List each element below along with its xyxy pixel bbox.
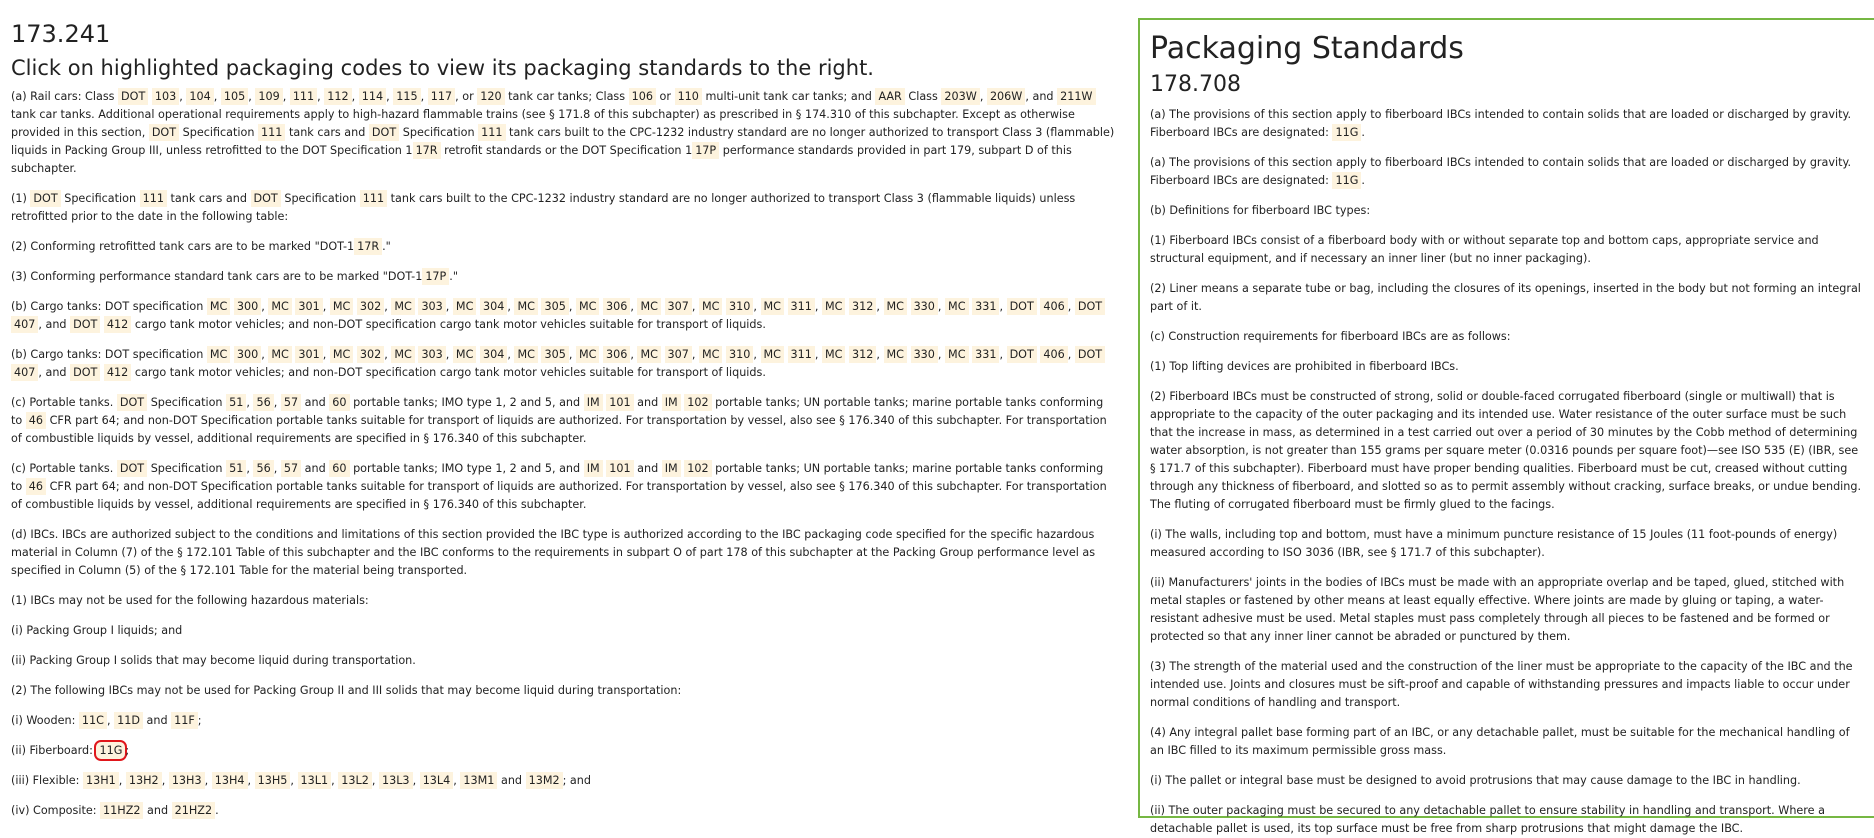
packaging-code-link[interactable]: 331 [972, 346, 999, 363]
paragraph-text: (3) Conforming performance standard tank cars are to be marked "DOT-1 [11, 270, 423, 283]
paragraph [1150, 280, 1864, 316]
paragraph-text: (2) Conforming retrofitted tank cars are to be marked "DOT-1 [11, 240, 355, 253]
packaging-code-link[interactable]: MC [945, 298, 968, 315]
packaging-code-link[interactable]: 307 [665, 298, 692, 315]
paragraph [1150, 724, 1864, 760]
paragraph-text: ." [449, 270, 458, 283]
paragraph [11, 526, 1117, 580]
packaging-code-link[interactable]: MC [576, 346, 599, 363]
paragraph-text: , [1067, 348, 1075, 361]
paragraph [1150, 388, 1864, 514]
paragraph-text: (c) Portable tanks. [11, 396, 117, 409]
paragraph-text: , [179, 90, 187, 103]
packaging-code-link[interactable]: DOT [1007, 346, 1037, 363]
paragraph-text: , [753, 348, 761, 361]
paragraph-text: , [876, 348, 884, 361]
paragraph-text: tank cars built to the CPC-1232 industry standard are no longer authorized to transport Class 3 (flammable liquids) unless retrofitted prior to the date in the following table: [11, 192, 1076, 223]
packaging-code-link[interactable]: 102 [684, 394, 711, 411]
paragraph-text: and [633, 396, 662, 409]
paragraph-text: portable tanks; UN portable tanks; marine portable tanks conforming to [11, 462, 1104, 493]
packaging-code-link[interactable]: 11F [171, 712, 198, 729]
paragraph [11, 268, 1117, 286]
packaging-code-link[interactable]: MC [699, 346, 722, 363]
paragraph-text: , [691, 300, 699, 313]
paragraph [11, 622, 1117, 640]
paragraph [1150, 358, 1864, 376]
paragraph-text: (2) Liner means a separate tube or bag, including the closures of its openings, inserted in the body but not forming an integral part of it. [1150, 282, 1861, 313]
packaging-code-link[interactable]: 13H4 [212, 772, 248, 789]
packaging-code-link[interactable]: DOT [70, 316, 100, 333]
packaging-code-link[interactable]: 306 [603, 298, 630, 315]
paragraph-text: , [753, 300, 761, 313]
packaging-code-link[interactable]: 51 [226, 460, 246, 477]
paragraph [11, 394, 1117, 448]
paragraph-text: . [1361, 174, 1365, 187]
paragraph-text: (b) Cargo tanks: DOT specification [11, 348, 207, 361]
packaging-code-link[interactable]: 56 [253, 394, 273, 411]
packaging-code-link[interactable]: 101 [606, 394, 633, 411]
paragraph-text: , [412, 774, 420, 787]
paragraph-text: (a) The provisions of this section apply to fiberboard IBCs intended to contain solids that are loaded or discharged by gravity. Fiberboard IBCs are designated: [1150, 108, 1852, 139]
packaging-code-link[interactable]: 56 [253, 460, 273, 477]
packaging-code-link[interactable]: DOT [1007, 298, 1037, 315]
paragraph-text: , [273, 396, 281, 409]
paragraph-text: , [106, 714, 115, 727]
packaging-code-link[interactable]: 301 [295, 346, 322, 363]
paragraph-text: , [161, 774, 169, 787]
paragraph [1150, 772, 1864, 790]
packaging-code-link[interactable]: 21HZ2 [172, 802, 215, 819]
packaging-code-link[interactable]: 13L4 [420, 772, 454, 789]
paragraph-text: and [633, 462, 662, 475]
standard-body [1150, 106, 1864, 838]
packaging-code-link[interactable]: 330 [911, 298, 938, 315]
packaging-code-link[interactable]: 17P [422, 268, 449, 285]
packaging-code-link[interactable]: 13L1 [298, 772, 332, 789]
paragraph-text: , [248, 90, 256, 103]
paragraph-text: CFR part 64; and non-DOT Specification portable tanks suitable for transport of liquids are authorized. For transportation by vessel, also see § 176.340 of this subchapter. For transportation of combustible liquids by vessel, additional requirements are specified in § 176.340 of this subchapter. [11, 480, 1107, 511]
packaging-code-link[interactable]: IM [662, 394, 681, 411]
packaging-code-link[interactable]: DOT [30, 190, 60, 207]
paragraph-text: , [691, 348, 699, 361]
paragraph-text: , [213, 90, 221, 103]
paragraph-text: portable tanks; IMO type 1, 2 and 5, and [349, 396, 584, 409]
packaging-code-link[interactable]: 111 [360, 190, 387, 207]
packaging-code-link[interactable]: IM [584, 460, 603, 477]
paragraph-text: , [246, 462, 254, 475]
packaging-code-link[interactable]: 206W [987, 88, 1025, 105]
paragraph-text: (a) The provisions of this section apply to fiberboard IBCs intended to contain solids that are loaded or discharged by gravity. Fiberboard IBCs are designated: [1150, 156, 1852, 187]
paragraph-text: retrofit standards or the DOT Specification 1 [440, 144, 693, 157]
packaging-code-link[interactable]: 104 [186, 88, 213, 105]
paragraph-text: portable tanks; UN portable tanks; marine portable tanks conforming to [11, 396, 1104, 427]
paragraph-text: , [118, 774, 126, 787]
packaging-code-link[interactable]: DOT [1075, 346, 1105, 363]
packaging-code-link[interactable]: MC [453, 298, 476, 315]
packaging-code-link[interactable]: 13M1 [460, 772, 497, 789]
paragraph-text: , [937, 300, 946, 313]
packaging-code-link[interactable]: 13H5 [255, 772, 291, 789]
packaging-code-link[interactable]: MC [822, 298, 845, 315]
paragraph-text: (1) IBCs may not be used for the following hazardous materials: [11, 594, 369, 607]
paragraph-text: (b) Cargo tanks: DOT specification [11, 300, 207, 313]
paragraph-text: , [445, 300, 453, 313]
packaging-code-link[interactable]: 300 [234, 346, 261, 363]
paragraph [11, 652, 1117, 670]
paragraph-text: cargo tank motor vehicles; and non-DOT specification cargo tank motor vehicles suitable for transport of liquids. [131, 318, 766, 331]
packaging-code-link[interactable]: 11G [1332, 124, 1361, 141]
paragraph [11, 346, 1117, 382]
packaging-code-link[interactable]: 110 [675, 88, 702, 105]
paragraph-text: (i) The walls, including top and bottom, must have a minimum puncture resistance of 15 Joules (11 foot-pounds of energy) measured according to ISO 3036 (IBR, see § 171.7 of this subchapter). [1150, 528, 1838, 559]
packaging-code-link[interactable]: DOT [369, 124, 399, 141]
paragraph-text: Specification [147, 462, 227, 475]
paragraph-text: , [876, 300, 884, 313]
packaging-code-link[interactable]: MC [514, 298, 537, 315]
standard-section-number: 178.708 [1150, 72, 1241, 97]
paragraph-text: , [630, 300, 638, 313]
packaging-code-link[interactable]: DOT [117, 460, 147, 477]
packaging-code-link[interactable]: 120 [477, 88, 504, 105]
paragraph-text: . [1361, 126, 1365, 139]
paragraph-text: cargo tank motor vehicles; and non-DOT specification cargo tank motor vehicles suitable for transport of liquids. [131, 366, 766, 379]
packaging-code-link[interactable]: 330 [911, 346, 938, 363]
paragraph-text: performance standards provided in part 179, subpart D of this subchapter. [11, 144, 1072, 175]
packaging-code-link[interactable]: 304 [480, 346, 507, 363]
packaging-code-link[interactable]: MC [391, 298, 414, 315]
paragraph-text: tank car tanks; Class [504, 90, 629, 103]
panel-title: Packaging Standards [1150, 31, 1464, 66]
paragraph-text: and [497, 774, 526, 787]
paragraph-text: (ii) Fiberboard: [11, 744, 97, 757]
paragraph-text: , [1067, 300, 1075, 313]
paragraph-text: (1) Top lifting devices are prohibited in fiberboard IBCs. [1150, 360, 1459, 373]
packaging-code-link[interactable]: MC [884, 346, 907, 363]
packaging-code-link[interactable]: MC [207, 346, 230, 363]
packaging-code-link[interactable]: MC [453, 346, 476, 363]
packaging-code-link[interactable]: 13H3 [169, 772, 205, 789]
packaging-code-link[interactable]: 203W [941, 88, 979, 105]
packaging-code-link[interactable]: 305 [541, 346, 568, 363]
packaging-code-link[interactable]: AAR [875, 88, 904, 105]
paragraph-text: , [568, 300, 576, 313]
paragraph-text: (c) Construction requirements for fiberboard IBCs are as follows: [1150, 330, 1511, 343]
packaging-code-link[interactable]: 11C [79, 712, 107, 729]
paragraph-text: tank car tanks. Additional operational requirements apply to high-hazard flammable trains (see § 171.8 of this subchapter) as prescribed in § 174.310 of this subchapter. Except as otherwise provided in this section, [11, 108, 1075, 139]
packaging-code-link[interactable]: 112 [324, 88, 351, 105]
paragraph-text: , [261, 348, 269, 361]
paragraph-text: or [656, 90, 675, 103]
paragraph-text: , [568, 348, 576, 361]
paragraph-text: , [445, 348, 453, 361]
paragraph-text: and [142, 714, 172, 727]
paragraph-text: (3) The strength of the material used and the construction of the liner must be appropriate to the capacity of the IBC and the intended use. Joints and closures must be sift-proof and capable of withstanding pressures and impacts liable to occur under normal conditions of handling and transport. [1150, 660, 1853, 709]
packaging-code-link[interactable]: 46 [26, 412, 46, 429]
packaging-code-link[interactable]: 11G [1332, 172, 1361, 189]
paragraph-text: (ii) The outer packaging must be secured to any detachable pallet to ensure stability in handling and transport. Where a detachable pallet is used, its top surface must be free from sharp protrusions that might damage the IBC. [1150, 804, 1825, 835]
paragraph-text: (iii) Flexible: [11, 774, 83, 787]
paragraph-text: (ii) Packing Group I solids that may become liquid during transportation. [11, 654, 416, 667]
packaging-code-link[interactable]: 102 [684, 460, 711, 477]
packaging-code-link[interactable]: 60 [329, 394, 349, 411]
paragraph [11, 802, 1117, 820]
packaging-code-link[interactable]: MC [761, 298, 784, 315]
packaging-code-link[interactable]: 51 [226, 394, 246, 411]
packaging-code-link[interactable]: 301 [295, 298, 322, 315]
packaging-code-link[interactable]: 310 [726, 298, 753, 315]
paragraph [1150, 232, 1864, 268]
paragraph-text: tank cars and [285, 126, 369, 139]
packaging-code-link[interactable]: MC [884, 298, 907, 315]
packaging-code-link[interactable]: MC [637, 298, 660, 315]
paragraph-text: Specification [60, 192, 140, 205]
packaging-code-link[interactable]: 11HZ2 [100, 802, 143, 819]
paragraph-text: and [143, 804, 172, 817]
paragraph-text: and [301, 396, 330, 409]
paragraph [1150, 802, 1864, 838]
packaging-code-link[interactable]: DOT [118, 88, 148, 105]
packaging-code-link[interactable]: MC [330, 298, 353, 315]
paragraph-text: (i) The pallet or integral base must be designed to avoid protrusions that may cause damage to the IBC in handling. [1150, 774, 1801, 787]
packaging-code-link[interactable]: DOT [1075, 298, 1105, 315]
packaging-code-link[interactable]: MC [761, 346, 784, 363]
paragraph-text: , [351, 90, 359, 103]
packaging-code-link[interactable]: 303 [418, 346, 445, 363]
paragraph-text: (a) Rail cars: Class [11, 90, 119, 103]
instructions: Click on highlighted packaging codes to view its packaging standards to the right. [11, 56, 874, 80]
paragraph-text: , [322, 300, 330, 313]
paragraph-text: , [371, 774, 379, 787]
packaging-code-link[interactable]: 302 [357, 298, 384, 315]
paragraph-text: , [999, 348, 1007, 361]
packaging-code-link[interactable]: 310 [726, 346, 753, 363]
paragraph [11, 298, 1117, 334]
packaging-code-link[interactable]: 60 [329, 460, 349, 477]
paragraph [11, 460, 1117, 514]
packaging-code-link[interactable]: 13H2 [126, 772, 162, 789]
paragraph-text: , [282, 90, 290, 103]
paragraph-text: CFR part 64; and non-DOT Specification portable tanks suitable for transport of liquids are authorized. For transportation by vessel, also see § 176.340 of this subchapter. For transportation of combustible liquids by vessel, additional requirements are specified in § 176.340 of this subchapter. [11, 414, 1107, 445]
paragraph [11, 88, 1117, 178]
packaging-code-link[interactable]: MC [822, 346, 845, 363]
packaging-code-link[interactable]: 13L3 [379, 772, 413, 789]
packaging-code-link[interactable]: MC [576, 298, 599, 315]
packaging-code-link[interactable]: 312 [849, 346, 876, 363]
paragraph-text: Specification [399, 126, 479, 139]
paragraph-text: , [937, 348, 946, 361]
paragraph-text: (1) Fiberboard IBCs consist of a fiberboard body with or without separate top and bottom caps, appropriate service and structural equipment, and if necessary an inner liner (but no inner packaging). [1150, 234, 1819, 265]
packaging-code-link[interactable]: MC [268, 298, 291, 315]
packaging-code-link[interactable]: DOT [251, 190, 281, 207]
packaging-code-link[interactable]: DOT [149, 124, 179, 141]
packaging-code-link[interactable]: 17R [354, 238, 382, 255]
paragraph-text: , [331, 774, 339, 787]
packaging-code-link[interactable]: 406 [1040, 298, 1067, 315]
packaging-code-link[interactable]: 114 [359, 88, 386, 105]
paragraph-text: multi-unit tank car tanks; and [701, 90, 876, 103]
packaging-code-link[interactable]: 106 [629, 88, 656, 105]
paragraph-text: (i) Packing Group I liquids; and [11, 624, 183, 637]
paragraph-text: , [322, 348, 330, 361]
paragraph-text: ; [125, 744, 130, 757]
packaging-code-link[interactable]: 412 [104, 316, 131, 333]
packaging-code-link[interactable]: IM [662, 460, 681, 477]
paragraph-text: (d) IBCs. IBCs are authorized subject to the conditions and limitations of this section provided the IBC type is authorized according to the IBC packaging code specified for the specific hazardous material in Column (7) of the § 172.101 Table of this subchapter and the IBC conforms to the requirements in subpart O of part 178 of this subchapter at the Packing Group performance level as specified in Column (5) of the § 172.101 Table for the material being transported. [11, 528, 1096, 577]
paragraph [11, 742, 1117, 760]
packaging-code-link[interactable]: 305 [541, 298, 568, 315]
packaging-code-link[interactable]: MC [268, 346, 291, 363]
packaging-code-link[interactable]: MC [514, 346, 537, 363]
paragraph [11, 190, 1117, 226]
packaging-code-link[interactable]: DOT [117, 394, 147, 411]
packaging-code-link[interactable]: 117 [428, 88, 455, 105]
packaging-code-link[interactable]: 17P [692, 142, 719, 159]
paragraph-text: , [204, 774, 212, 787]
paragraph-text: Specification [147, 396, 227, 409]
paragraph-text: ; [197, 714, 202, 727]
packaging-code-link[interactable]: 211W [1057, 88, 1095, 105]
packaging-code-link[interactable]: 302 [357, 346, 384, 363]
paragraph-text: , [999, 300, 1007, 313]
packaging-code-link[interactable]: 13M2 [526, 772, 563, 789]
paragraph-text: (4) Any integral pallet base forming part of an IBC, or any detachable pallet, must be suitable for the mechanical handling of an IBC filled to its maximum permissible gross mass. [1150, 726, 1850, 757]
paragraph-text: , [384, 348, 392, 361]
packaging-code-link[interactable]: 111 [290, 88, 317, 105]
paragraph-text: Specification [280, 192, 360, 205]
paragraph-text: , [384, 300, 392, 313]
packaging-code-link[interactable]: 306 [603, 346, 630, 363]
packaging-code-link[interactable]: 407 [11, 364, 38, 381]
paragraph-text: (2) The following IBCs may not be used for Packing Group II and III solids that may become liquid during transportation: [11, 684, 682, 697]
paragraph-text: , [386, 90, 394, 103]
paragraph-text: portable tanks; IMO type 1, 2 and 5, and [349, 462, 584, 475]
section-number: 173.241 [11, 20, 111, 48]
packaging-code-link[interactable]: 103 [152, 88, 179, 105]
paragraph-text: , [507, 348, 515, 361]
paragraph-text: (ii) Manufacturers' joints in the bodies of IBCs must be made with an appropriate overlap and be taped, glued, stitched with metal staples or fastened by other means at least equally effective. Where joints are made by gluing or taping, a water-resistant adhesive must be used. Metal staples must pass completely through all pieces to be fastened and be formed or protected so that any inner liner cannot be abraded or punctured by them. [1150, 576, 1845, 643]
packaging-code-link[interactable]: 307 [665, 346, 692, 363]
packaging-code-link[interactable]: 311 [788, 346, 815, 363]
packaging-code-link[interactable]: DOT [70, 364, 100, 381]
paragraph-text: , and [38, 318, 71, 331]
paragraph [11, 592, 1117, 610]
packaging-code-link[interactable]: 407 [11, 316, 38, 333]
paragraph-text: , and [38, 366, 71, 379]
paragraph-text: ." [382, 240, 391, 253]
packaging-code-link[interactable]: 312 [849, 298, 876, 315]
paragraph-text: , [420, 90, 428, 103]
packaging-code-link[interactable]: 13H1 [83, 772, 119, 789]
paragraph-text: tank cars and [166, 192, 251, 205]
paragraph [11, 772, 1117, 790]
paragraph-text: , and [1025, 90, 1058, 103]
paragraph [1150, 202, 1864, 220]
paragraph-text: , [246, 396, 254, 409]
packaging-code-link[interactable]: MC [699, 298, 722, 315]
paragraph [1150, 154, 1864, 190]
paragraph-text: , [979, 90, 987, 103]
paragraph-text: , [247, 774, 255, 787]
paragraph [11, 238, 1117, 256]
packaging-code-link[interactable]: 111 [140, 190, 167, 207]
paragraph-text: , [273, 462, 281, 475]
packaging-code-link[interactable]: 115 [393, 88, 420, 105]
paragraph-text: ; and [562, 774, 591, 787]
paragraph-text: , [814, 348, 823, 361]
paragraph-text: (c) Portable tanks. [11, 462, 117, 475]
paragraph [1150, 658, 1864, 712]
paragraph-text: , [507, 300, 515, 313]
paragraph [11, 682, 1117, 700]
paragraph-text: (b) Definitions for fiberboard IBC types: [1150, 204, 1371, 217]
paragraph-text: (2) Fiberboard IBCs must be constructed of strong, solid or double-faced corrugated fiberboard (single or multiwall) that is appropriate to the capacity of the outer packaging and its intended use. Water resistance of the outer surface must be such that the increase in mass, as determined in a test carried out over a period of 30 minutes by the Cobb method of determining water absorption, is not greater than 155 grams per square meter (0.0316 pounds per square foot)—see ISO 535 (E) (IBR, see § 171.7 of this subchapter). Fiberboard must have proper bending qualities. Fiberboard must be cut, creased without cutting through any thickness of fiberboard, and slotted so as to permit assembly without cracking, surface breaks, or undue bending. The fluting of corrugated fiberboard must be firmly glued to the facings. [1150, 390, 1862, 511]
paragraph-text: , [630, 348, 638, 361]
packaging-code-link[interactable]: 105 [221, 88, 248, 105]
packaging-code-link[interactable]: 11D [114, 712, 143, 729]
packaging-code-link[interactable]: 13L2 [338, 772, 372, 789]
packaging-code-link[interactable]: MC [207, 298, 230, 315]
packaging-code-link[interactable]: 311 [788, 298, 815, 315]
paragraph [1150, 328, 1864, 346]
paragraph [1150, 526, 1864, 562]
paragraph [11, 712, 1117, 730]
packaging-standards-panel [1138, 18, 1874, 835]
packaging-code-link[interactable]: MC [945, 346, 968, 363]
paragraph [1150, 574, 1864, 646]
paragraph-text: (1) [11, 192, 31, 205]
paragraph-text: , [453, 774, 461, 787]
packaging-code-link[interactable]: 101 [606, 460, 633, 477]
packaging-code-link[interactable]: 57 [281, 460, 301, 477]
packaging-code-link[interactable]: 111 [258, 124, 285, 141]
paragraph-text: tank cars built to the CPC-1232 industry standard are no longer authorized to transport Class 3 (flammable) liquids in Packing Group III, unless retrofitted to the DOT Specification 1 [11, 126, 1115, 157]
packaging-code-link[interactable]: 304 [480, 298, 507, 315]
packaging-code-link[interactable]: MC [637, 346, 660, 363]
packaging-code-link[interactable]: 17R [413, 142, 441, 159]
paragraph-text: , [290, 774, 298, 787]
paragraph-text: , [814, 300, 823, 313]
packaging-code-link[interactable]: 406 [1040, 346, 1067, 363]
packaging-code-link[interactable]: 46 [26, 478, 46, 495]
paragraph-text: and [301, 462, 330, 475]
regulation-body [11, 88, 1117, 820]
paragraph-text: , [317, 90, 325, 103]
packaging-code-link[interactable]: 303 [418, 298, 445, 315]
paragraph [1150, 106, 1864, 142]
packaging-code-link[interactable]: 412 [104, 364, 131, 381]
paragraph-text: , or [455, 90, 478, 103]
paragraph-text: Specification [179, 126, 259, 139]
packaging-code-link[interactable]: 57 [281, 394, 301, 411]
packaging-code-link[interactable]: 331 [972, 298, 999, 315]
packaging-code-link-selected[interactable]: 11G [96, 742, 125, 759]
paragraph-text: . [215, 804, 219, 817]
packaging-code-link[interactable]: 109 [255, 88, 282, 105]
paragraph-text: Class [904, 90, 942, 103]
paragraph-text: (iv) Composite: [11, 804, 101, 817]
paragraph-text: , [261, 300, 269, 313]
packaging-code-link[interactable]: IM [584, 394, 603, 411]
packaging-code-link[interactable]: MC [330, 346, 353, 363]
packaging-code-link[interactable]: MC [391, 346, 414, 363]
packaging-code-link[interactable]: 300 [234, 298, 261, 315]
paragraph-text: (i) Wooden: [11, 714, 79, 727]
packaging-code-link[interactable]: 111 [478, 124, 505, 141]
